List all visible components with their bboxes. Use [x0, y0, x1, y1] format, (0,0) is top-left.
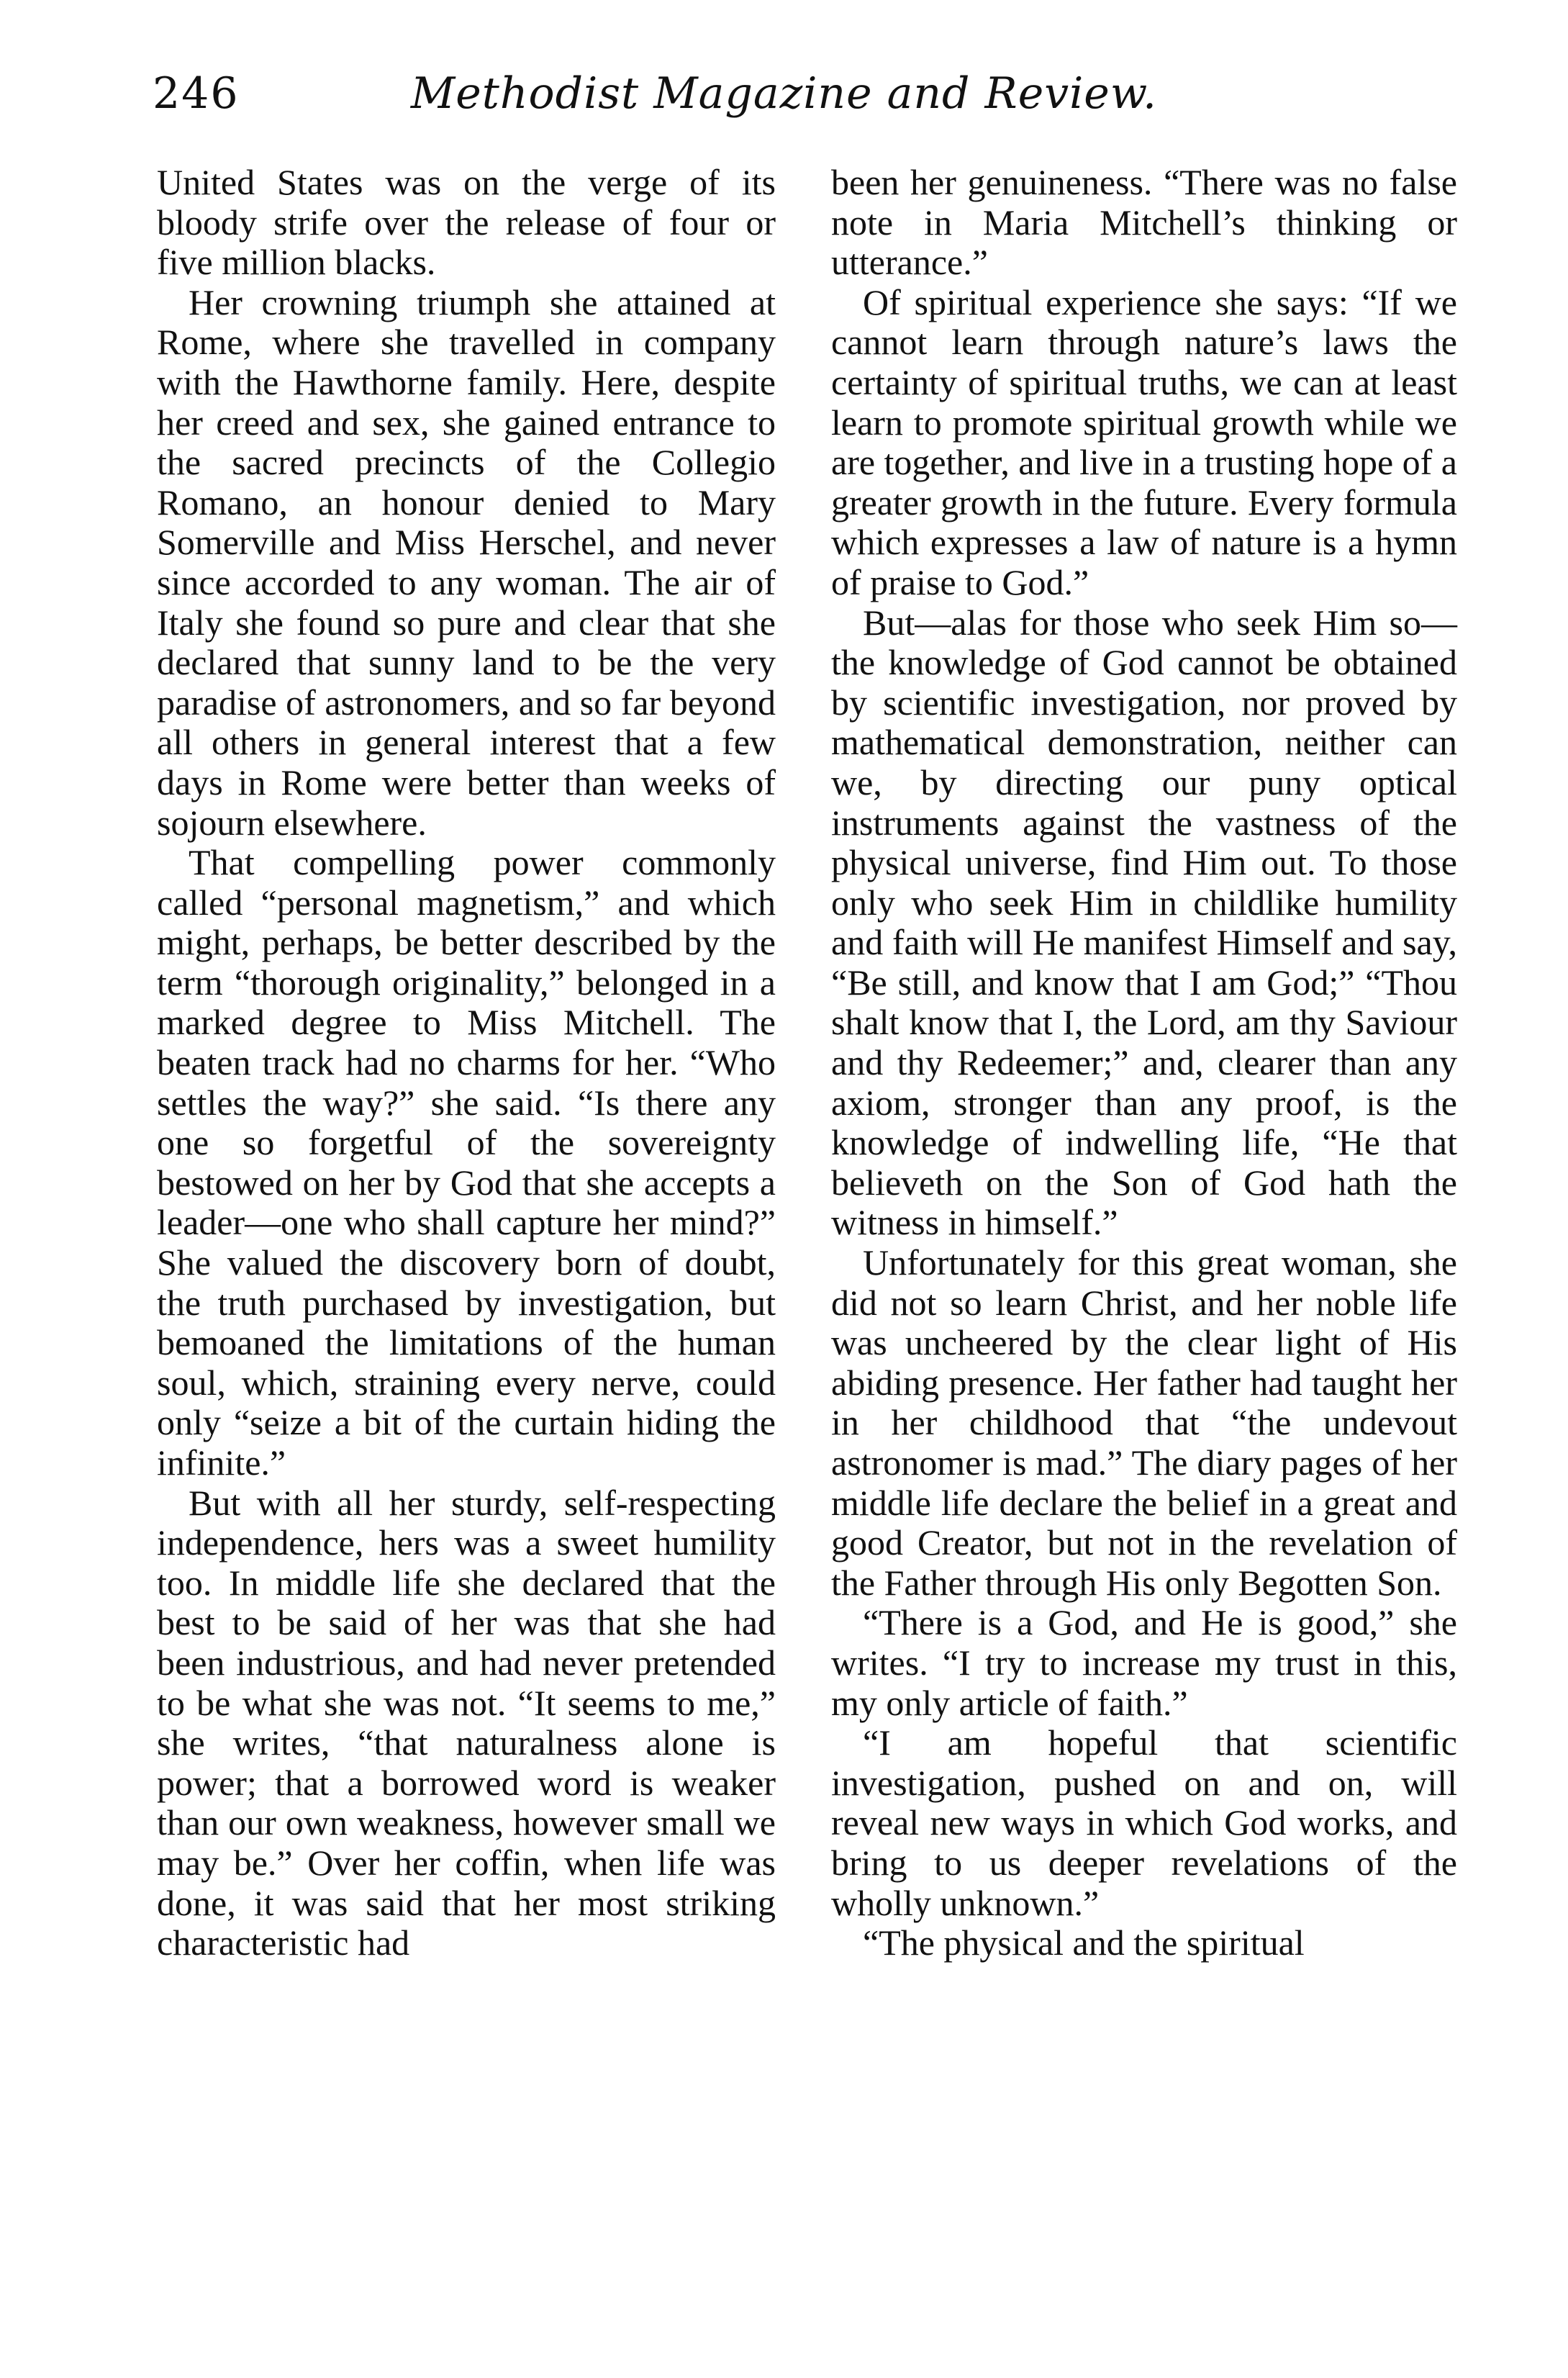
paragraph: been her genuineness. “There was no false note in Maria Mitchell’s thinking or utterance.”	[831, 162, 1457, 283]
paragraph: “There is a God, and He is good,” she writes. “I try to increase my trust in this, my only article of faith.”	[831, 1602, 1457, 1723]
paragraph: Of spiritual experience she says: “If we cannot learn through nature’s laws the certainty of spiritual truths, we can at least learn to promote spiritual growth while we are together, and live in a trusting hope of a greater growth in the future. Every formula which expresses a law of nature is a hymn of praise to God.”	[831, 281, 1457, 602]
paragraph: But with all her sturdy, self-respecting independence, hers was a sweet humility too. In middle life she declared that the best to be said of her was that she had been industrious, and had never pretended to be what she was not. “It seems to me,” she writes, “that naturalness alone is power; that a borrowed word is weaker than our own weakness, however small we may be.” Over her coffin, when life was done, it was said that her most striking characteristic had	[157, 1482, 776, 1963]
journal-title: Methodist Magazine and Review.	[410, 68, 1158, 119]
paragraph: Unfortunately for this great woman, she did not so learn Christ, and her noble life was uncheered by the clear light of His abiding presence. Her father had taught her in her childhood that “the undevout astronomer is mad.” The diary pages of her middle life declare the belief in a great and good Creator, but not in the revelation of the Father through His only Begotten Son.	[831, 1242, 1457, 1603]
right-column	[831, 163, 1457, 1963]
paragraph: United States was on the verge of its bloody strife over the release of four or five million blacks.	[157, 162, 776, 283]
paragraph: But—alas for those who seek Him so—the knowledge of God cannot be obtained by scientific investigation, nor proved by mathematical demonstration, neither can we, by directing our puny optical instruments against the vastness of the physical universe, find Him out. To those only who seek Him in childlike humility and faith will He manifest Himself and say, “Be still, and know that I am God;” “Thou shalt know that I, the Lord, am thy Saviour and thy Redeemer;” and, clearer than any axiom, stronger than any proof, is the knowledge of indwelling life, “He that believeth on the Son of God hath the witness in himself.”	[831, 602, 1457, 1243]
left-column	[157, 163, 776, 1963]
paragraph: “The physical and the spiritual	[863, 1922, 1305, 1963]
page-number: 246	[153, 68, 240, 119]
paragraph: Her crowning triumph she attained at Rome, where she travelled in company with the Hawthorne family. Here, despite her creed and sex, she gained entrance to the sacred precincts of the Collegio Romano, an honour denied to Mary Somerville and Miss Herschel, and never since accorded to any woman. The air of Italy she found so pure and clear that she declared that sunny land to be the very paradise of astronomers, and so far beyond all others in general interest that a few days in Rome were better than weeks of sojourn elsewhere.	[157, 281, 776, 843]
running-head	[0, 58, 1568, 122]
paragraph: That compelling power commonly called “personal magnetism,” and which might, perhaps, be better described by the term “thorough originality,” belonged in a marked degree to Miss Mitchell. The beaten track had no charms for her. “Who settles the way?” she said. “Is there any one so forgetful of the sovereignty bestowed on her by God that she accepts a leader—one who shall capture her mind?” She valued the discovery born of doubt, the truth purchased by investigation, but bemoaned the limitations of the human soul, which, straining every nerve, could only “seize a bit of the curtain hiding the infinite.”	[157, 842, 776, 1483]
paragraph: “I am hopeful that scientific investigation, pushed on and on, will reveal new ways in which God works, and bring to us deeper revelations of the wholly unknown.”	[831, 1722, 1457, 1923]
